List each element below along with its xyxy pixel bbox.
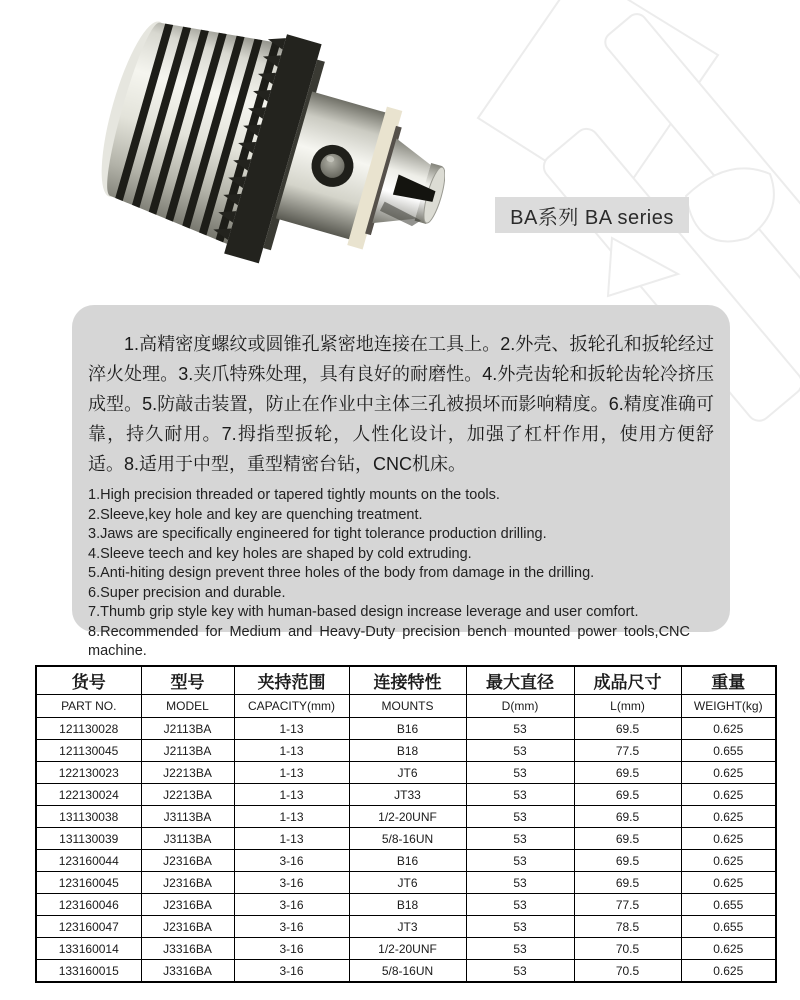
table-cell: 0.625 — [681, 828, 776, 850]
table-cell: J3316BA — [141, 960, 234, 983]
series-title-text: BA系列 BA series — [510, 206, 674, 229]
table-cell: 1-13 — [234, 762, 349, 784]
table-row — [36, 872, 776, 894]
table-cell: 123160045 — [36, 872, 141, 894]
table-cell: 53 — [466, 784, 574, 806]
table-cell: J2213BA — [141, 762, 234, 784]
column-header-en: L(mm) — [574, 695, 681, 718]
table-cell: 53 — [466, 872, 574, 894]
table-row — [36, 718, 776, 740]
table-cell: J2316BA — [141, 916, 234, 938]
table-cell: 53 — [466, 960, 574, 983]
table-cell: J2213BA — [141, 784, 234, 806]
table-row — [36, 916, 776, 938]
table-cell: 70.5 — [574, 938, 681, 960]
table-cell: B18 — [349, 894, 466, 916]
english-feature-item: 8.Recommended for Medium and Heavy-Duty precision bench mounted power tools,CNC machine. — [88, 623, 690, 659]
column-header-cn: 成品尺寸 — [574, 666, 681, 695]
table-cell: J2113BA — [141, 740, 234, 762]
table-cell: 1-13 — [234, 806, 349, 828]
table-row — [36, 828, 776, 850]
table-row — [36, 938, 776, 960]
table-cell: 3-16 — [234, 872, 349, 894]
column-header-en: PART NO. — [36, 695, 141, 718]
table-cell: 69.5 — [574, 850, 681, 872]
table-cell: 69.5 — [574, 872, 681, 894]
table-cell: 53 — [466, 850, 574, 872]
column-header-cn: 夹持范围 — [234, 666, 349, 695]
table-cell: 121130028 — [36, 718, 141, 740]
table-cell: 0.655 — [681, 894, 776, 916]
table-cell: 0.625 — [681, 806, 776, 828]
english-feature-item: 1.High precision threaded or tapered tightly mounts on the tools. — [88, 487, 500, 503]
table-cell: 1/2-20UNF — [349, 806, 466, 828]
table-cell: 131130039 — [36, 828, 141, 850]
table-header-row-cn — [36, 666, 776, 695]
english-feature-item: 4.Sleeve teech and key holes are shaped by cold extruding. — [88, 545, 472, 562]
table-header-row-en — [36, 695, 776, 718]
table-cell: 123160047 — [36, 916, 141, 938]
table-cell: 3-16 — [234, 850, 349, 872]
table-cell: J3113BA — [141, 828, 234, 850]
table-cell: 53 — [466, 718, 574, 740]
specs-table — [35, 665, 777, 983]
table-cell: 0.625 — [681, 762, 776, 784]
chinese-description: 1.高精密度螺纹或圆锥孔紧密地连接在工具上。2.外壳、扳轮孔和扳轮经过淬火处理。3.夹爪特殊处理，具有良好的耐磨性。4.外壳齿轮和扳轮齿轮冷挤压成型。5.防敲击装置，防止在作业中主体三孔被损坏而影响精度。6.精度准确可靠，持久耐用。7.拇指型扳轮，人性化设计，加强了杠杆作用，使用方便舒适。8.适用于中型，重型精密台钻，CNC机床。 — [88, 334, 714, 474]
table-cell: JT3 — [349, 916, 466, 938]
table-cell: 1-13 — [234, 740, 349, 762]
table-cell: JT6 — [349, 762, 466, 784]
table-row — [36, 740, 776, 762]
table-cell: 77.5 — [574, 894, 681, 916]
specs-table-body — [36, 718, 776, 983]
table-row — [36, 894, 776, 916]
table-cell: 69.5 — [574, 762, 681, 784]
column-header-en: WEIGHT(kg) — [681, 695, 776, 718]
table-cell: JT33 — [349, 784, 466, 806]
table-cell: JT6 — [349, 872, 466, 894]
table-cell: 122130023 — [36, 762, 141, 784]
table-cell: J2316BA — [141, 872, 234, 894]
table-cell: 1-13 — [234, 718, 349, 740]
table-cell: 3-16 — [234, 916, 349, 938]
table-cell: J2316BA — [141, 894, 234, 916]
series-title — [495, 197, 689, 233]
table-cell: J3316BA — [141, 938, 234, 960]
table-cell: 1/2-20UNF — [349, 938, 466, 960]
table-cell: 3-16 — [234, 938, 349, 960]
english-feature-item: 3.Jaws are specifically engineered for tight tolerance production drilling. — [88, 526, 547, 542]
table-cell: 0.625 — [681, 872, 776, 894]
table-cell: B18 — [349, 740, 466, 762]
table-cell: 0.655 — [681, 740, 776, 762]
table-row — [36, 784, 776, 806]
table-cell: 1-13 — [234, 828, 349, 850]
product-photo-drill-chuck — [95, 8, 445, 288]
table-cell: 0.655 — [681, 916, 776, 938]
table-cell: 53 — [466, 916, 574, 938]
table-cell: 122130024 — [36, 784, 141, 806]
table-cell: 0.625 — [681, 960, 776, 983]
english-feature-list — [88, 486, 690, 662]
table-cell: 121130045 — [36, 740, 141, 762]
table-cell: 123160046 — [36, 894, 141, 916]
column-header-en: MOUNTS — [349, 695, 466, 718]
table-cell: B16 — [349, 718, 466, 740]
table-cell: 1-13 — [234, 784, 349, 806]
table-cell: 5/8-16UN — [349, 828, 466, 850]
table-row — [36, 960, 776, 983]
column-header-cn: 货号 — [36, 666, 141, 695]
column-header-en: CAPACITY(mm) — [234, 695, 349, 718]
column-header-cn: 重量 — [681, 666, 776, 695]
table-cell: B16 — [349, 850, 466, 872]
english-feature-item: 6.Super precision and durable. — [88, 584, 286, 601]
english-feature-item: 5.Anti-hiting design prevent three holes of the body from damage in the drilling. — [88, 565, 595, 581]
table-cell: 69.5 — [574, 718, 681, 740]
column-header-en: D(mm) — [466, 695, 574, 718]
table-cell: 0.625 — [681, 718, 776, 740]
table-cell: 78.5 — [574, 916, 681, 938]
table-cell: 69.5 — [574, 828, 681, 850]
table-cell: J2113BA — [141, 718, 234, 740]
table-cell: 53 — [466, 938, 574, 960]
table-cell: 69.5 — [574, 784, 681, 806]
table-cell: 53 — [466, 762, 574, 784]
table-cell: 0.625 — [681, 784, 776, 806]
column-header-en: MODEL — [141, 695, 234, 718]
table-cell: 131130038 — [36, 806, 141, 828]
table-cell: 53 — [466, 806, 574, 828]
table-cell: 53 — [466, 894, 574, 916]
table-cell: J2316BA — [141, 850, 234, 872]
description-panel — [72, 305, 730, 659]
table-cell: 5/8-16UN — [349, 960, 466, 983]
english-feature-item: 7.Thumb grip style key with human-based design increase leverage and user comfort. — [88, 604, 639, 620]
table-cell: J3113BA — [141, 806, 234, 828]
table-cell: 53 — [466, 740, 574, 762]
english-feature-item: 2.Sleeve,key hole and key are quenching treatment. — [88, 506, 423, 523]
table-cell: 53 — [466, 828, 574, 850]
table-cell: 77.5 — [574, 740, 681, 762]
table-cell: 69.5 — [574, 806, 681, 828]
column-header-cn: 最大直径 — [466, 666, 574, 695]
table-row — [36, 762, 776, 784]
table-cell: 70.5 — [574, 960, 681, 983]
column-header-cn: 型号 — [141, 666, 234, 695]
column-header-cn: 连接特性 — [349, 666, 466, 695]
table-cell: 3-16 — [234, 960, 349, 983]
table-row — [36, 850, 776, 872]
table-cell: 3-16 — [234, 894, 349, 916]
table-cell: 0.625 — [681, 938, 776, 960]
table-cell: 133160014 — [36, 938, 141, 960]
table-cell: 133160015 — [36, 960, 141, 983]
table-row — [36, 806, 776, 828]
table-cell: 123160044 — [36, 850, 141, 872]
table-cell: 0.625 — [681, 850, 776, 872]
